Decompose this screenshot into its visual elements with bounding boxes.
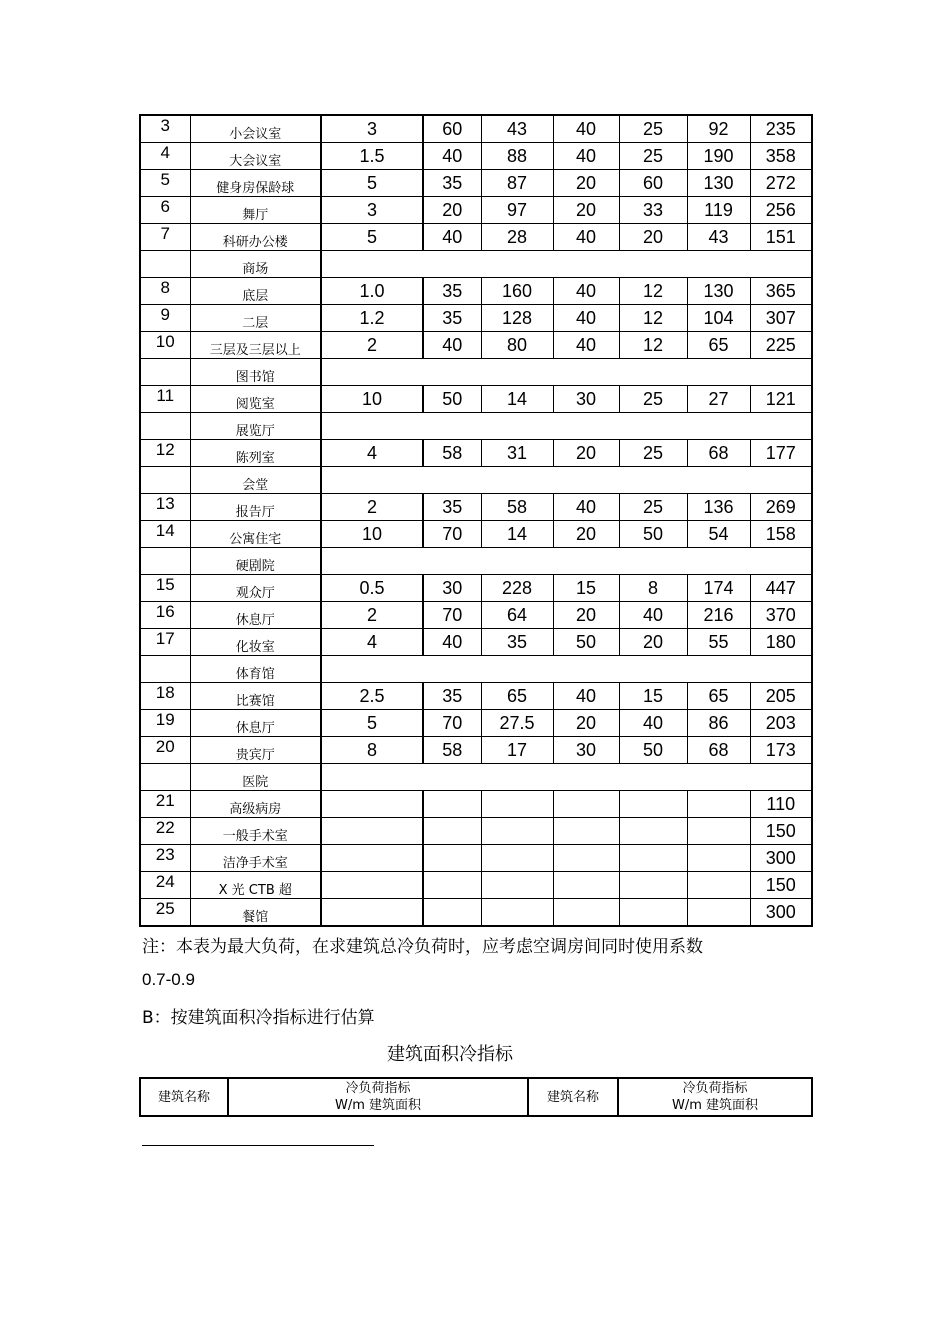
room-name: 小会议室 [190,115,321,143]
value-cell: 40 [553,278,619,305]
group-blank-cell [321,548,812,575]
value-cell: 15 [619,683,687,710]
value-cell: 0.5 [321,575,423,602]
table-row [140,305,812,332]
value-cell: 35 [481,629,553,656]
value-cell: 86 [687,710,750,737]
value-cell [321,899,423,927]
value-cell: 104 [687,305,750,332]
value-cell [553,818,619,845]
value-cell [687,791,750,818]
value-cell: 43 [687,224,750,251]
row-number: 9 [140,305,190,332]
value-cell: 27 [687,386,750,413]
value-cell: 365 [750,278,812,305]
value-cell [423,872,481,899]
value-cell: 20 [553,602,619,629]
table-row [140,332,812,359]
value-cell: 87 [481,170,553,197]
value-cell [553,872,619,899]
value-cell: 17 [481,737,553,764]
value-cell: 216 [687,602,750,629]
value-cell: 30 [553,737,619,764]
room-name: 公寓住宅 [190,521,321,548]
room-name: 洁净手术室 [190,845,321,872]
value-cell [619,899,687,927]
table2-title: 建筑面积冷指标 [387,1044,513,1065]
value-cell: 65 [687,683,750,710]
room-name: 休息厅 [190,602,321,629]
table-row [140,845,812,872]
value-cell: 70 [423,710,481,737]
group-row [140,656,812,683]
value-cell: 256 [750,197,812,224]
group-name: 硬剧院 [190,548,321,575]
value-cell: 30 [553,386,619,413]
row-number [140,251,190,278]
value-cell: 40 [423,629,481,656]
value-cell: 50 [553,629,619,656]
value-cell: 173 [750,737,812,764]
value-cell: 35 [423,278,481,305]
value-cell: 33 [619,197,687,224]
value-cell: 110 [750,791,812,818]
row-number [140,359,190,386]
value-cell: 80 [481,332,553,359]
value-cell: 1.5 [321,143,423,170]
value-cell: 174 [687,575,750,602]
value-cell [687,818,750,845]
value-cell: 65 [687,332,750,359]
header-cooling-index-2-line1: 冷负荷指标 [682,1081,748,1096]
value-cell: 150 [750,872,812,899]
table-row [140,143,812,170]
value-cell: 25 [619,143,687,170]
value-cell: 1.2 [321,305,423,332]
room-name: 阅览室 [190,386,321,413]
table-row [140,1078,812,1116]
value-cell [423,845,481,872]
table-row [140,278,812,305]
value-cell: 2 [321,602,423,629]
row-number: 12 [140,440,190,467]
value-cell: 60 [423,115,481,143]
row-number: 15 [140,575,190,602]
row-number: 18 [140,683,190,710]
room-name: 三层及三层以上 [190,332,321,359]
value-cell: 3 [321,197,423,224]
table-row [140,737,812,764]
row-number: 4 [140,143,190,170]
table-row [140,170,812,197]
value-cell: 12 [619,278,687,305]
value-cell: 40 [553,305,619,332]
value-cell [553,899,619,927]
room-name: 贵宾厅 [190,737,321,764]
value-cell: 35 [423,305,481,332]
group-name: 体育馆 [190,656,321,683]
value-cell: 65 [481,683,553,710]
value-cell [321,872,423,899]
value-cell: 180 [750,629,812,656]
value-cell: 447 [750,575,812,602]
value-cell: 203 [750,710,812,737]
header-cooling-index-2-line2: W/m 建筑面积 [671,1098,759,1113]
cooling-load-table [139,114,813,927]
value-cell [423,899,481,927]
value-cell: 5 [321,170,423,197]
area-index-table-header [139,1077,813,1117]
value-cell [481,818,553,845]
table-row [140,629,812,656]
value-cell: 370 [750,602,812,629]
value-cell: 2.5 [321,683,423,710]
value-cell [423,818,481,845]
group-row [140,359,812,386]
room-name: 餐馆 [190,899,321,927]
value-cell [619,818,687,845]
value-cell: 35 [423,494,481,521]
room-name: 舞厅 [190,197,321,224]
value-cell: 25 [619,494,687,521]
value-cell: 64 [481,602,553,629]
group-row [140,548,812,575]
value-cell: 225 [750,332,812,359]
value-cell: 128 [481,305,553,332]
value-cell: 58 [423,737,481,764]
room-name: 二层 [190,305,321,332]
value-cell: 358 [750,143,812,170]
value-cell: 158 [750,521,812,548]
group-name: 展览厅 [190,413,321,440]
value-cell: 60 [619,170,687,197]
header-building-name: 建筑名称 [140,1078,228,1116]
value-cell: 20 [553,170,619,197]
row-number: 24 [140,872,190,899]
table-body [140,115,812,926]
value-cell: 25 [619,115,687,143]
value-cell: 25 [619,440,687,467]
value-cell: 40 [553,224,619,251]
value-cell: 307 [750,305,812,332]
value-cell: 68 [687,440,750,467]
row-number: 6 [140,197,190,224]
value-cell: 150 [750,818,812,845]
row-number: 17 [140,629,190,656]
value-cell: 14 [481,386,553,413]
row-number: 22 [140,818,190,845]
row-number: 21 [140,791,190,818]
group-name: 商场 [190,251,321,278]
value-cell: 50 [619,521,687,548]
row-number: 20 [140,737,190,764]
table-row [140,386,812,413]
value-cell: 151 [750,224,812,251]
room-name: 陈列室 [190,440,321,467]
value-cell [553,845,619,872]
value-cell: 119 [687,197,750,224]
value-cell: 54 [687,521,750,548]
value-cell: 300 [750,845,812,872]
group-name: 图书馆 [190,359,321,386]
value-cell: 14 [481,521,553,548]
room-name: 比赛馆 [190,683,321,710]
value-cell: 43 [481,115,553,143]
room-name: 健身房保龄球 [190,170,321,197]
value-cell: 136 [687,494,750,521]
value-cell: 3 [321,115,423,143]
value-cell: 20 [619,629,687,656]
value-cell: 40 [553,494,619,521]
header-cooling-index-line2: W/m 建筑面积 [334,1098,422,1113]
value-cell: 2 [321,494,423,521]
value-cell: 58 [423,440,481,467]
room-name: 报告厅 [190,494,321,521]
table-note-coefficient: 0.7-0.9 [142,970,195,989]
footnote-rule [142,1145,374,1146]
value-cell [687,845,750,872]
value-cell [321,791,423,818]
group-row [140,467,812,494]
table-row [140,521,812,548]
table-row [140,683,812,710]
value-cell: 12 [619,305,687,332]
value-cell: 20 [553,440,619,467]
value-cell [321,845,423,872]
value-cell: 20 [553,521,619,548]
value-cell: 5 [321,224,423,251]
value-cell: 88 [481,143,553,170]
table-row [140,872,812,899]
group-row [140,764,812,791]
value-cell: 31 [481,440,553,467]
value-cell: 12 [619,332,687,359]
row-number: 14 [140,521,190,548]
header-cooling-index-line1: 冷负荷指标 [345,1081,411,1096]
value-cell: 27.5 [481,710,553,737]
group-blank-cell [321,764,812,791]
value-cell: 20 [553,197,619,224]
row-number: 3 [140,115,190,143]
value-cell: 50 [423,386,481,413]
table-row [140,494,812,521]
value-cell: 2 [321,332,423,359]
value-cell: 228 [481,575,553,602]
value-cell: 70 [423,602,481,629]
value-cell: 205 [750,683,812,710]
row-number: 5 [140,170,190,197]
value-cell: 5 [321,710,423,737]
value-cell [687,872,750,899]
value-cell: 40 [619,710,687,737]
value-cell: 97 [481,197,553,224]
value-cell: 35 [423,170,481,197]
value-cell [619,791,687,818]
group-name: 医院 [190,764,321,791]
header-cooling-index-2 [618,1078,812,1116]
table-row [140,899,812,927]
header-cooling-index [228,1078,528,1116]
value-cell: 10 [321,521,423,548]
group-blank-cell [321,467,812,494]
room-name: 观众厅 [190,575,321,602]
section-b-heading: B：按建筑面积冷指标进行估算 [142,1008,375,1028]
row-number: 10 [140,332,190,359]
value-cell: 40 [423,332,481,359]
table-row [140,710,812,737]
value-cell: 130 [687,278,750,305]
value-cell: 269 [750,494,812,521]
value-cell: 68 [687,737,750,764]
row-number: 23 [140,845,190,872]
room-name: 大会议室 [190,143,321,170]
value-cell [619,845,687,872]
room-name: 底层 [190,278,321,305]
value-cell: 8 [321,737,423,764]
table-row [140,602,812,629]
group-blank-cell [321,656,812,683]
value-cell: 4 [321,629,423,656]
value-cell: 92 [687,115,750,143]
value-cell: 235 [750,115,812,143]
value-cell: 58 [481,494,553,521]
value-cell [481,872,553,899]
table-row [140,818,812,845]
value-cell: 190 [687,143,750,170]
table-row [140,791,812,818]
table-row [140,224,812,251]
row-number [140,656,190,683]
row-number [140,548,190,575]
value-cell [481,845,553,872]
table-row [140,115,812,143]
room-name: 一般手术室 [190,818,321,845]
row-number [140,467,190,494]
value-cell [423,791,481,818]
value-cell [321,818,423,845]
group-name: 会堂 [190,467,321,494]
value-cell: 40 [423,143,481,170]
value-cell: 28 [481,224,553,251]
table-row [140,575,812,602]
value-cell: 130 [687,170,750,197]
value-cell: 40 [553,332,619,359]
room-name: 化妆室 [190,629,321,656]
group-row [140,251,812,278]
value-cell [481,791,553,818]
row-number: 8 [140,278,190,305]
value-cell [481,899,553,927]
value-cell: 4 [321,440,423,467]
value-cell: 177 [750,440,812,467]
room-name: 科研办公楼 [190,224,321,251]
value-cell: 8 [619,575,687,602]
header-building-name-2: 建筑名称 [528,1078,618,1116]
value-cell: 40 [553,143,619,170]
table-row [140,440,812,467]
value-cell: 40 [619,602,687,629]
value-cell: 30 [423,575,481,602]
value-cell [619,872,687,899]
value-cell: 40 [553,115,619,143]
value-cell [687,899,750,927]
room-name: X 光 CTB 超 [190,872,321,899]
value-cell: 40 [423,224,481,251]
value-cell: 55 [687,629,750,656]
value-cell: 121 [750,386,812,413]
group-blank-cell [321,413,812,440]
group-blank-cell [321,359,812,386]
value-cell: 272 [750,170,812,197]
value-cell [553,791,619,818]
value-cell: 70 [423,521,481,548]
value-cell: 1.0 [321,278,423,305]
value-cell: 15 [553,575,619,602]
row-number: 16 [140,602,190,629]
value-cell: 50 [619,737,687,764]
row-number: 7 [140,224,190,251]
row-number: 25 [140,899,190,927]
value-cell: 40 [553,683,619,710]
room-name: 休息厅 [190,710,321,737]
value-cell: 10 [321,386,423,413]
value-cell: 20 [423,197,481,224]
group-blank-cell [321,251,812,278]
row-number [140,764,190,791]
value-cell: 20 [553,710,619,737]
group-row [140,413,812,440]
value-cell: 160 [481,278,553,305]
table-note: 注：本表为最大负荷，在求建筑总冷负荷时，应考虑空调房间同时使用系数 [142,937,703,957]
row-number: 13 [140,494,190,521]
room-name: 高级病房 [190,791,321,818]
row-number: 19 [140,710,190,737]
value-cell: 20 [619,224,687,251]
table-row [140,197,812,224]
row-number [140,413,190,440]
value-cell: 35 [423,683,481,710]
value-cell: 25 [619,386,687,413]
row-number: 11 [140,386,190,413]
value-cell: 300 [750,899,812,927]
